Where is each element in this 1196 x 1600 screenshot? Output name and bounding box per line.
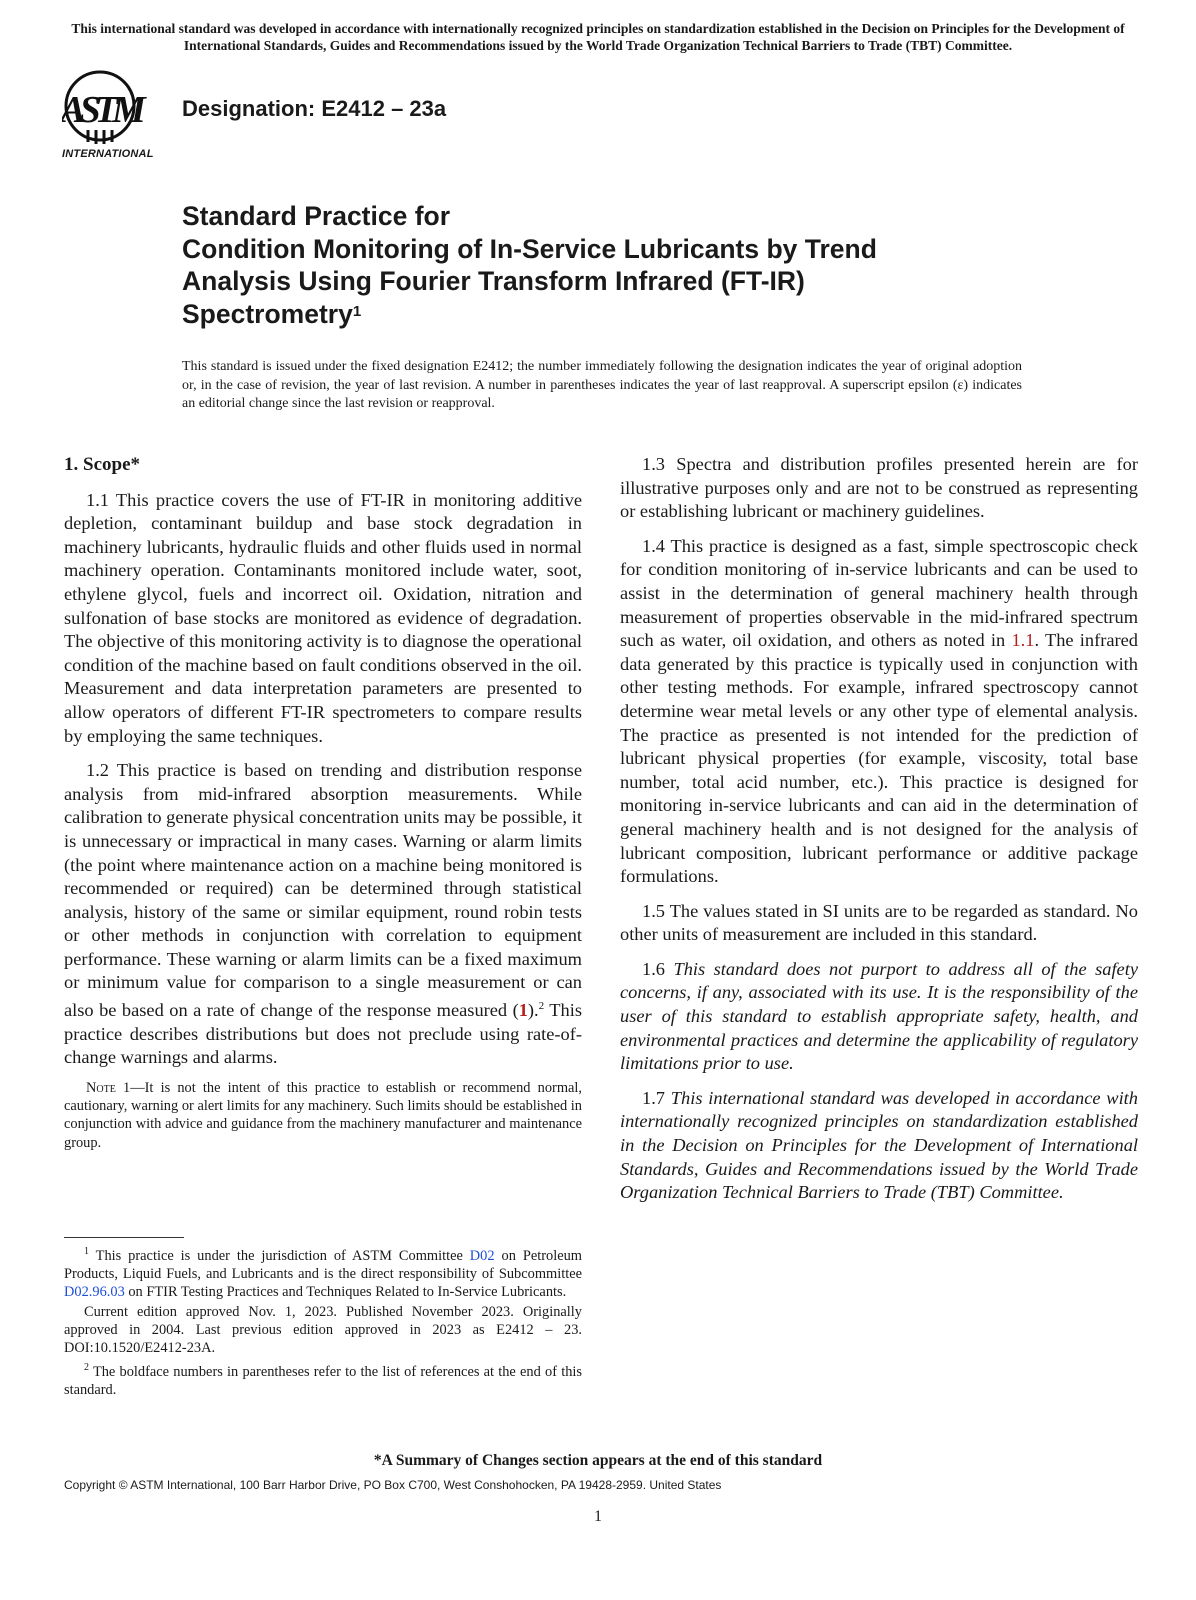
paragraph-1-1: 1.1 This practice covers the use of FT-IR in monitoring additive depletion, contaminant buildup and base stock degradation in machinery lubricants, hydraulic fluids and other fluids used in normal machinery operation. Contaminants monitored include water, soot, ethylene glycol, fuels and incorrect oil. Oxidation, nitration and sulfonation of base stocks are monitored as evidence of degradation. The objective of this monitoring activity is to diagnose the operational condition of the machine based on fault conditions observed in the oil. Measurement and data interpretation parameters are presented to allow operators of different FT-IR spectrometers to compare results by employing the same techniques.	[64, 489, 582, 746]
title-footnote-mark: 1	[352, 302, 362, 320]
right-column	[620, 453, 1138, 1205]
section-heading-scope: 1. Scope*	[64, 454, 140, 475]
note-1: Note 1—It is not the intent of this practice to establish or recommend normal, cautionary, warning or alert limits for any machinery. Such limits should be established in conjunction with advice and guidance from the machinery manufacturer and maintenance group.	[64, 1079, 582, 1151]
designation: Designation: E2412 – 23a	[182, 96, 447, 121]
top-notice: This international standard was developed in accordance with internationally recognized principles on standardization established in the Decision on Principles for the Development of International Standards, Guides and Recommendations issued by the World Trade Organization Technical Barriers to Trade (TBT) Committee.	[71, 21, 1125, 53]
svg-text:ASTM: ASTM	[62, 89, 140, 131]
footnote-ref-2: 2	[538, 1000, 545, 1013]
logo-international-text: INTERNATIONAL	[62, 148, 154, 160]
issued-note: This standard is issued under the fixed designation E2412; the number immediately following the designation indicates the year of original adoption or, in the case of revision, the year of last revision. A number in parentheses indicates the year of last reapproval. A superscript epsilon (ε) indicates an editorial change since the last revision or reapproval.	[182, 359, 1022, 411]
title-line-1: Standard Practice for	[182, 201, 451, 231]
document-title	[182, 200, 1082, 330]
note-label: Note	[86, 1079, 116, 1096]
summary-of-changes-note: *A Summary of Changes section appears at the end of this standard	[373, 1452, 823, 1469]
paragraph-1-2: 1.2 This practice is based on trending and distribution response analysis from mid-infrared absorption measurements. While calibration to generate physical concentration units may be possible, it is unnecessary or impractical in many cases. Warning or alarm limits (the point where maintenance action on a machine being monitored is recommended or required) can be determined through statistical analysis, history of the same or similar equipment, round robin tests or other methods in conjunction with correlation to equipment performance. These warning or alarm limits can be a fixed maximum or minimum value for comparison to a single measurement or can also be based on a rate of change of the response measured (1).$^2$ This practice describes distributions but does not preclude using rate-of-change warnings and alarms.	[64, 760, 582, 1068]
paragraph-1-3: 1.3 Spectra and distribution profiles presented herein are for illustrative purposes only and are not to be construed as representing or establishing lubricant or machinery guidelines.	[620, 454, 1138, 522]
committee-link-d02[interactable]: D02	[469, 1247, 495, 1264]
subcommittee-link-d02-96-03[interactable]: D02.96.03	[64, 1283, 125, 1300]
footnote-2: $^2$ The boldface numbers in parentheses refer to the list of references at the end of this standard.	[64, 1361, 582, 1398]
astm-logo	[62, 70, 168, 166]
copyright: Copyright © ASTM International, 100 Barr Harbor Drive, PO Box C700, West Conshohocken, PA 19428-2959. United States	[64, 1478, 722, 1492]
paragraph-1-4: 1.4 This practice is designed as a fast, simple spectroscopic check for condition monitoring of in-service lubricants and can be used to assist in the determination of general machinery health through measurement of properties observable in the mid-infrared spectrum such as water, oil oxidation, and others as noted in 1.1. The infrared data generated by this practice is typically used in conjunction with other testing methods. For example, infrared spectroscopy cannot determine wear metal levels or any other type of elemental analysis. The practice as presented is not intended for the prediction of lubricant physical properties (for example, viscosity, total base number, total acid number, etc.). This practice is designed for monitoring in-service lubricants and can aid in the determination of general machinery health and is not designed for the analysis of lubricant composition, lubricant performance or additive package formulations.	[620, 535, 1138, 887]
paragraph-1-7: 1.7 This international standard was developed in accordance with internationally recognized principles on standardization established in the Decision on Principles for the Development of International Standards, Guides and Recommendations issued by the World Trade Organization Technical Barriers to Trade (TBT) Committee.	[620, 1087, 1138, 1203]
paragraph-1-6: 1.6 This standard does not purport to address all of the safety concerns, if any, associated with its use. It is the responsibility of the user of this standard to establish appropriate safety, health, and environmental practices and determine the applicability of regulatory limitations prior to use.	[620, 958, 1138, 1074]
title-line-2: Condition Monitoring of In-Service Lubricants by Trend	[182, 233, 877, 264]
title-line-3: Analysis Using Fourier Transform Infrared (FT-IR)	[182, 266, 805, 296]
footnote-1: $^1$ This practice is under the jurisdiction of ASTM Committee D02 on Petroleum Products, Liquid Fuels, and Lubricants and is the direct responsibility of Subcommittee D02.96.03 on FTIR Testing Practices and Techniques Related to In-Service Lubricants.	[64, 1246, 582, 1300]
page-number: 1	[594, 1508, 602, 1525]
reference-link-1[interactable]: 1	[518, 1000, 528, 1021]
title-line-4: Spectrometry	[182, 298, 353, 329]
footnote-divider	[64, 1237, 184, 1238]
footnotes	[64, 1243, 582, 1401]
left-column	[64, 453, 582, 1152]
paragraph-1-5: 1.5 The values stated in SI units are to be regarded as standard. No other units of measurement are included in this standard.	[620, 900, 1138, 945]
edition-note: Current edition approved Nov. 1, 2023. Published November 2023. Originally approved in 2004. Last previous edition approved in 2023 as E2412 – 23. DOI:10.1520/E2412-23A.	[64, 1303, 582, 1356]
section-link-1-1[interactable]: 1.1	[1011, 630, 1035, 651]
